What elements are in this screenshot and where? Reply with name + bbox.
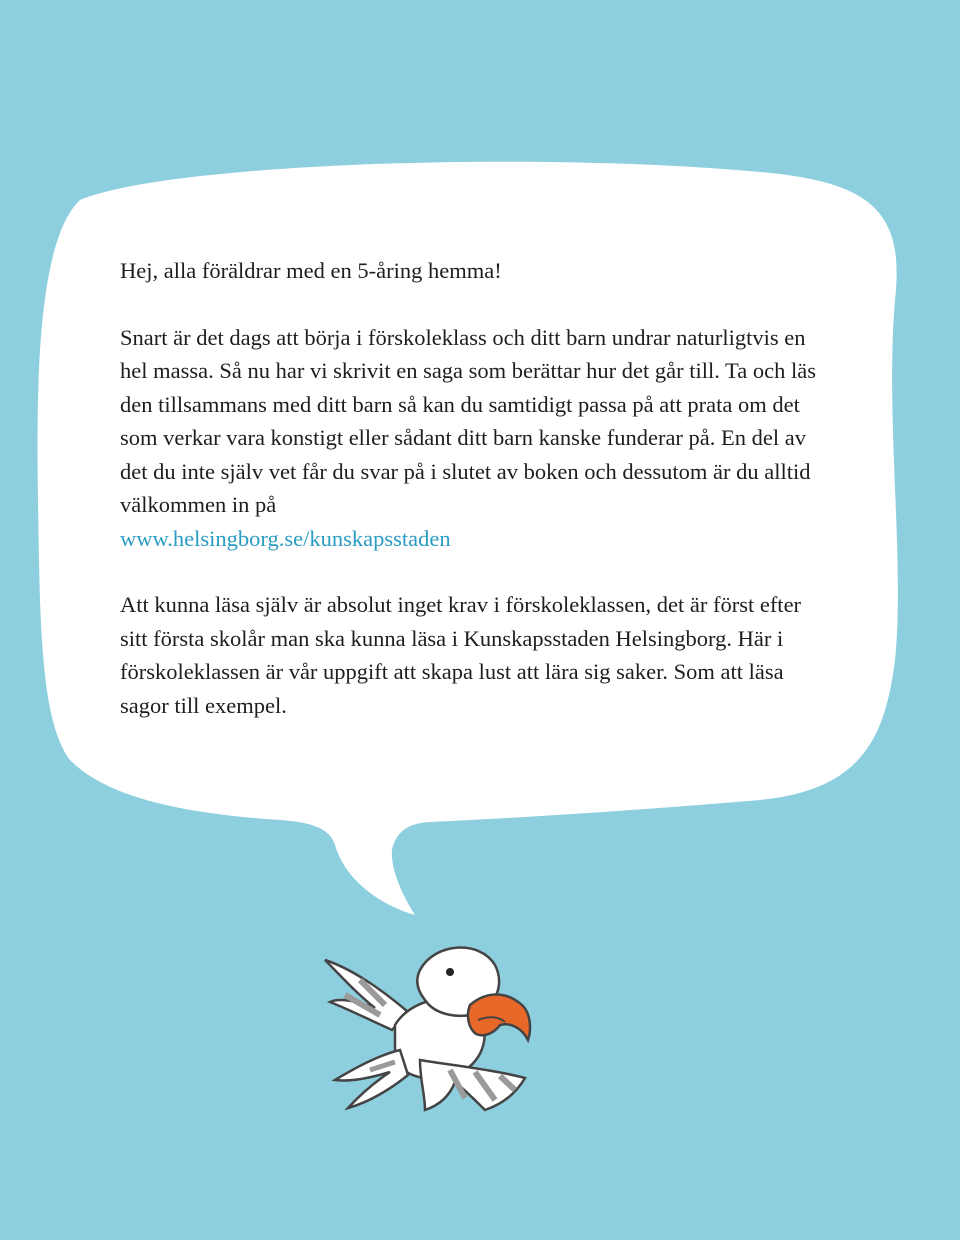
intro-paragraph bbox=[120, 321, 820, 556]
seagull-eye bbox=[446, 968, 454, 976]
greeting: Hej, alla föräldrar med en 5-åring hemma! bbox=[120, 258, 502, 283]
intro-text: Snart är det dags att börja i förskoleklass och ditt barn undrar naturligtvis en hel massa. Så nu har vi skrivit en saga som berättar hur det går till. Ta och läs den tillsammans med ditt barn så kan du samtidigt passa på att prata om det som verkar vara konstigt eller sådant ditt barn kanske funderar på. En del av det du inte själv vet får du svar på i slutet av boken och dessutom är du alltid välkommen in på bbox=[120, 324, 816, 517]
seagull-tail bbox=[335, 1050, 408, 1108]
seagull-beak bbox=[468, 994, 530, 1040]
kunskapsstaden-link[interactable]: www.helsingborg.se/kunskapsstaden bbox=[120, 525, 451, 551]
letter-text bbox=[120, 254, 820, 722]
seagull-upper-wing bbox=[325, 960, 408, 1030]
seagull-icon bbox=[300, 930, 560, 1140]
reading-paragraph: Att kunna läsa själv är absolut inget krav i förskoleklassen, det är först efter sitt första skolår man ska kunna läsa i Kunskapsstaden Helsingborg. Här i förskoleklassen är vår uppgift att skapa lust att lära sig saker. Som att läsa sagor till exempel. bbox=[120, 592, 802, 718]
